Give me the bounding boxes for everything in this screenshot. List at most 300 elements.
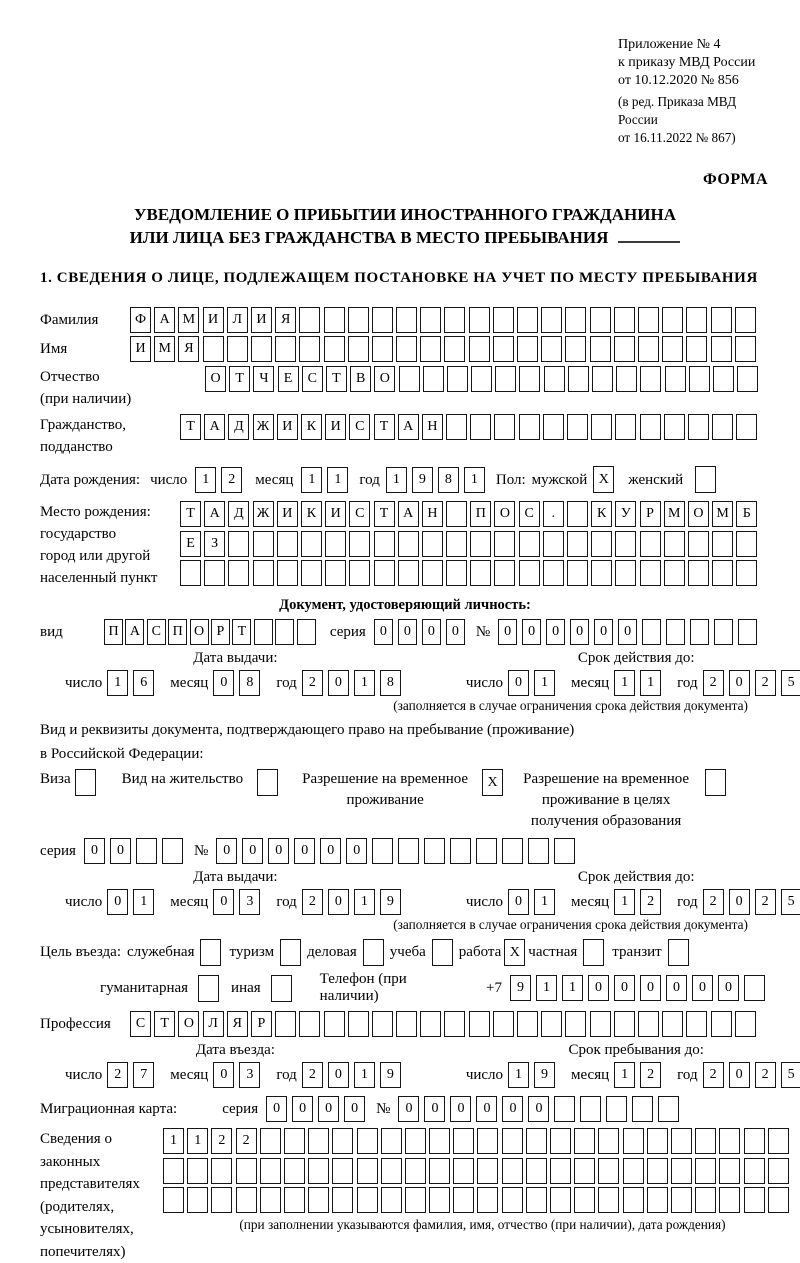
- given-name-char-cell[interactable]: [735, 336, 756, 362]
- residence-number-cell[interactable]: 0: [242, 838, 263, 864]
- birth-place-char-cell[interactable]: [494, 531, 515, 557]
- birth-place-char-cell[interactable]: Т: [374, 501, 395, 527]
- birth-place-char-cell[interactable]: М: [712, 501, 733, 527]
- representatives-char-cell[interactable]: [163, 1187, 184, 1213]
- doc-number-cell[interactable]: 0: [594, 619, 613, 645]
- residence-expiry-year-cell[interactable]: 2: [755, 889, 776, 915]
- doc-number-cell[interactable]: 0: [522, 619, 541, 645]
- surname-char-cell[interactable]: [662, 307, 683, 333]
- representatives-char-cell[interactable]: [598, 1128, 619, 1154]
- birth-place-char-cell[interactable]: [446, 560, 467, 586]
- representatives-char-cell[interactable]: [550, 1158, 571, 1184]
- representatives-char-cell[interactable]: [768, 1187, 789, 1213]
- entry-day-cell[interactable]: 2: [107, 1062, 128, 1088]
- birth-place-char-cell[interactable]: Н: [422, 501, 443, 527]
- representatives-char-cell[interactable]: [719, 1187, 740, 1213]
- birth-place-char-cell[interactable]: [640, 560, 661, 586]
- migration-series-cell[interactable]: 0: [344, 1096, 365, 1122]
- birth-place-char-cell[interactable]: Р: [640, 501, 661, 527]
- expiry-year-cell[interactable]: 2: [703, 670, 724, 696]
- doc-number-cell[interactable]: 0: [570, 619, 589, 645]
- surname-char-cell[interactable]: [565, 307, 586, 333]
- representatives-char-cell[interactable]: [381, 1187, 402, 1213]
- profession-char-cell[interactable]: [469, 1011, 490, 1037]
- representatives-char-cell[interactable]: [381, 1158, 402, 1184]
- birth-place-char-cell[interactable]: С: [519, 501, 540, 527]
- representatives-char-cell[interactable]: [308, 1158, 329, 1184]
- doc-kind-char-cell[interactable]: [254, 619, 273, 645]
- stay-year-cell[interactable]: 2: [755, 1062, 776, 1088]
- migration-series-cell[interactable]: 0: [292, 1096, 313, 1122]
- purpose-business-box[interactable]: [363, 939, 384, 966]
- patronymic-char-cell[interactable]: С: [302, 366, 323, 392]
- representatives-char-cell[interactable]: [284, 1187, 305, 1213]
- birth-place-char-cell[interactable]: О: [494, 501, 515, 527]
- given-name-char-cell[interactable]: [372, 336, 393, 362]
- birth-place-char-cell[interactable]: [228, 560, 249, 586]
- phone-digit-cell[interactable]: 0: [614, 975, 635, 1001]
- given-name-char-cell[interactable]: И: [130, 336, 151, 362]
- given-name-char-cell[interactable]: [541, 336, 562, 362]
- migration-number-cell[interactable]: [632, 1096, 653, 1122]
- birth-year-cell[interactable]: 1: [386, 467, 407, 493]
- residence-issue-year-cell[interactable]: 1: [354, 889, 375, 915]
- surname-char-cell[interactable]: [299, 307, 320, 333]
- issue-month-cell[interactable]: 8: [239, 670, 260, 696]
- birth-place-char-cell[interactable]: [446, 531, 467, 557]
- given-name-char-cell[interactable]: [517, 336, 538, 362]
- migration-number-cell[interactable]: [554, 1096, 575, 1122]
- residence-number-cell[interactable]: [528, 838, 549, 864]
- profession-char-cell[interactable]: Т: [154, 1011, 175, 1037]
- given-name-char-cell[interactable]: [420, 336, 441, 362]
- representatives-char-cell[interactable]: [598, 1187, 619, 1213]
- profession-char-cell[interactable]: [735, 1011, 756, 1037]
- stay-day-cell[interactable]: 9: [534, 1062, 555, 1088]
- doc-series-cell[interactable]: 0: [422, 619, 441, 645]
- residence-number-cell[interactable]: [372, 838, 393, 864]
- issue-day-cell[interactable]: 1: [107, 670, 128, 696]
- citizenship-char-cell[interactable]: [736, 414, 757, 440]
- surname-char-cell[interactable]: [372, 307, 393, 333]
- citizenship-char-cell[interactable]: [615, 414, 636, 440]
- surname-char-cell[interactable]: И: [251, 307, 272, 333]
- representatives-char-cell[interactable]: [647, 1158, 668, 1184]
- entry-year-cell[interactable]: 2: [302, 1062, 323, 1088]
- birth-place-char-cell[interactable]: [688, 560, 709, 586]
- representatives-char-cell[interactable]: [332, 1158, 353, 1184]
- patronymic-char-cell[interactable]: Т: [326, 366, 347, 392]
- profession-char-cell[interactable]: [275, 1011, 296, 1037]
- birth-place-char-cell[interactable]: Т: [180, 501, 201, 527]
- citizenship-char-cell[interactable]: С: [349, 414, 370, 440]
- representatives-char-cell[interactable]: [671, 1158, 692, 1184]
- representatives-char-cell[interactable]: [236, 1187, 257, 1213]
- residence-permit-box[interactable]: [257, 769, 278, 796]
- patronymic-char-cell[interactable]: [544, 366, 565, 392]
- citizenship-char-cell[interactable]: Ж: [253, 414, 274, 440]
- doc-kind-char-cell[interactable]: П: [168, 619, 187, 645]
- patronymic-char-cell[interactable]: Ч: [253, 366, 274, 392]
- profession-char-cell[interactable]: [565, 1011, 586, 1037]
- citizenship-char-cell[interactable]: К: [301, 414, 322, 440]
- surname-char-cell[interactable]: Л: [227, 307, 248, 333]
- sex-male-box[interactable]: X: [593, 466, 614, 493]
- representatives-char-cell[interactable]: [502, 1187, 523, 1213]
- birth-place-char-cell[interactable]: [567, 501, 588, 527]
- representatives-char-cell[interactable]: [187, 1187, 208, 1213]
- birth-place-char-cell[interactable]: [277, 560, 298, 586]
- issue-day-cell[interactable]: 6: [133, 670, 154, 696]
- representatives-char-cell[interactable]: [768, 1158, 789, 1184]
- birth-place-char-cell[interactable]: [712, 531, 733, 557]
- birth-place-char-cell[interactable]: [519, 560, 540, 586]
- citizenship-char-cell[interactable]: [494, 414, 515, 440]
- residence-number-cell[interactable]: [398, 838, 419, 864]
- migration-number-cell[interactable]: 0: [424, 1096, 445, 1122]
- representatives-char-cell[interactable]: [308, 1187, 329, 1213]
- birth-place-char-cell[interactable]: [253, 560, 274, 586]
- residence-series-cell[interactable]: 0: [110, 838, 131, 864]
- stay-year-cell[interactable]: 2: [703, 1062, 724, 1088]
- representatives-char-cell[interactable]: [260, 1128, 281, 1154]
- patronymic-char-cell[interactable]: В: [350, 366, 371, 392]
- representatives-char-cell[interactable]: [453, 1158, 474, 1184]
- doc-number-cell[interactable]: [642, 619, 661, 645]
- citizenship-char-cell[interactable]: Н: [422, 414, 443, 440]
- profession-char-cell[interactable]: [590, 1011, 611, 1037]
- given-name-char-cell[interactable]: [711, 336, 732, 362]
- birth-place-char-cell[interactable]: [301, 531, 322, 557]
- doc-kind-char-cell[interactable]: Т: [232, 619, 251, 645]
- surname-char-cell[interactable]: [735, 307, 756, 333]
- stay-month-cell[interactable]: 1: [614, 1062, 635, 1088]
- representatives-char-cell[interactable]: 1: [187, 1128, 208, 1154]
- representatives-char-cell[interactable]: [260, 1187, 281, 1213]
- residence-expiry-day-cell[interactable]: 0: [508, 889, 529, 915]
- profession-char-cell[interactable]: С: [130, 1011, 151, 1037]
- expiry-year-cell[interactable]: 5: [781, 670, 800, 696]
- birth-place-char-cell[interactable]: А: [204, 501, 225, 527]
- profession-char-cell[interactable]: [420, 1011, 441, 1037]
- residence-number-cell[interactable]: [450, 838, 471, 864]
- representatives-char-cell[interactable]: [647, 1187, 668, 1213]
- representatives-char-cell[interactable]: [526, 1128, 547, 1154]
- expiry-day-cell[interactable]: 0: [508, 670, 529, 696]
- representatives-char-cell[interactable]: 2: [236, 1128, 257, 1154]
- given-name-char-cell[interactable]: [565, 336, 586, 362]
- purpose-humanitarian-box[interactable]: [198, 975, 219, 1002]
- birth-year-cell[interactable]: 8: [438, 467, 459, 493]
- representatives-char-cell[interactable]: [744, 1158, 765, 1184]
- citizenship-char-cell[interactable]: [519, 414, 540, 440]
- representatives-char-cell[interactable]: [502, 1158, 523, 1184]
- purpose-official-box[interactable]: [200, 939, 221, 966]
- profession-char-cell[interactable]: Я: [227, 1011, 248, 1037]
- given-name-char-cell[interactable]: [444, 336, 465, 362]
- stay-month-cell[interactable]: 2: [640, 1062, 661, 1088]
- birth-place-char-cell[interactable]: И: [325, 501, 346, 527]
- residence-issue-year-cell[interactable]: 2: [302, 889, 323, 915]
- birth-place-char-cell[interactable]: [543, 531, 564, 557]
- visa-box[interactable]: [75, 769, 96, 796]
- doc-number-cell[interactable]: 0: [498, 619, 517, 645]
- residence-series-cell[interactable]: [162, 838, 183, 864]
- patronymic-char-cell[interactable]: [495, 366, 516, 392]
- edu-permit-box[interactable]: [705, 769, 726, 796]
- birth-place-char-cell[interactable]: [664, 531, 685, 557]
- birth-place-char-cell[interactable]: [519, 531, 540, 557]
- purpose-tourism-box[interactable]: [280, 939, 301, 966]
- representatives-char-cell[interactable]: [598, 1158, 619, 1184]
- patronymic-char-cell[interactable]: [423, 366, 444, 392]
- surname-char-cell[interactable]: Я: [275, 307, 296, 333]
- citizenship-char-cell[interactable]: А: [398, 414, 419, 440]
- patronymic-char-cell[interactable]: О: [374, 366, 395, 392]
- birth-place-char-cell[interactable]: [664, 560, 685, 586]
- representatives-char-cell[interactable]: [381, 1128, 402, 1154]
- representatives-char-cell[interactable]: [357, 1128, 378, 1154]
- given-name-char-cell[interactable]: [227, 336, 248, 362]
- citizenship-char-cell[interactable]: [470, 414, 491, 440]
- representatives-char-cell[interactable]: [405, 1187, 426, 1213]
- birth-year-cell[interactable]: 9: [412, 467, 433, 493]
- surname-char-cell[interactable]: [324, 307, 345, 333]
- expiry-month-cell[interactable]: 1: [640, 670, 661, 696]
- birth-place-char-cell[interactable]: [422, 560, 443, 586]
- entry-year-cell[interactable]: 9: [380, 1062, 401, 1088]
- expiry-year-cell[interactable]: 0: [729, 670, 750, 696]
- representatives-char-cell[interactable]: 1: [163, 1128, 184, 1154]
- profession-char-cell[interactable]: [348, 1011, 369, 1037]
- expiry-day-cell[interactable]: 1: [534, 670, 555, 696]
- patronymic-char-cell[interactable]: [447, 366, 468, 392]
- given-name-char-cell[interactable]: [275, 336, 296, 362]
- patronymic-char-cell[interactable]: [616, 366, 637, 392]
- doc-number-cell[interactable]: [714, 619, 733, 645]
- residence-issue-day-cell[interactable]: 0: [107, 889, 128, 915]
- doc-kind-char-cell[interactable]: О: [190, 619, 209, 645]
- representatives-char-cell[interactable]: [211, 1158, 232, 1184]
- citizenship-char-cell[interactable]: [688, 414, 709, 440]
- representatives-char-cell[interactable]: [211, 1187, 232, 1213]
- surname-char-cell[interactable]: [614, 307, 635, 333]
- representatives-char-cell[interactable]: [308, 1128, 329, 1154]
- citizenship-char-cell[interactable]: [446, 414, 467, 440]
- birth-place-char-cell[interactable]: [567, 560, 588, 586]
- residence-issue-year-cell[interactable]: 9: [380, 889, 401, 915]
- doc-kind-char-cell[interactable]: [275, 619, 294, 645]
- birth-month-cell[interactable]: 1: [327, 467, 348, 493]
- given-name-char-cell[interactable]: [251, 336, 272, 362]
- profession-char-cell[interactable]: Р: [251, 1011, 272, 1037]
- representatives-char-cell[interactable]: [405, 1158, 426, 1184]
- patronymic-char-cell[interactable]: [471, 366, 492, 392]
- migration-number-cell[interactable]: [658, 1096, 679, 1122]
- residence-expiry-year-cell[interactable]: 0: [729, 889, 750, 915]
- migration-number-cell[interactable]: 0: [502, 1096, 523, 1122]
- citizenship-char-cell[interactable]: [543, 414, 564, 440]
- given-name-char-cell[interactable]: [662, 336, 683, 362]
- profession-char-cell[interactable]: [372, 1011, 393, 1037]
- birth-place-char-cell[interactable]: [470, 560, 491, 586]
- migration-number-cell[interactable]: 0: [450, 1096, 471, 1122]
- profession-char-cell[interactable]: [396, 1011, 417, 1037]
- entry-month-cell[interactable]: 3: [239, 1062, 260, 1088]
- phone-digit-cell[interactable]: 0: [640, 975, 661, 1001]
- birth-place-char-cell[interactable]: [253, 531, 274, 557]
- representatives-char-cell[interactable]: [405, 1128, 426, 1154]
- doc-series-cell[interactable]: 0: [446, 619, 465, 645]
- surname-char-cell[interactable]: [420, 307, 441, 333]
- birth-place-char-cell[interactable]: [736, 531, 757, 557]
- residence-expiry-day-cell[interactable]: 1: [534, 889, 555, 915]
- birth-place-char-cell[interactable]: [374, 560, 395, 586]
- birth-place-char-cell[interactable]: [204, 560, 225, 586]
- purpose-transit-box[interactable]: [668, 939, 689, 966]
- residence-issue-month-cell[interactable]: 3: [239, 889, 260, 915]
- representatives-char-cell[interactable]: [719, 1128, 740, 1154]
- birth-place-char-cell[interactable]: Д: [228, 501, 249, 527]
- citizenship-char-cell[interactable]: А: [204, 414, 225, 440]
- given-name-char-cell[interactable]: Я: [178, 336, 199, 362]
- phone-digit-cell[interactable]: 1: [562, 975, 583, 1001]
- migration-number-cell[interactable]: 0: [398, 1096, 419, 1122]
- birth-day-cell[interactable]: 2: [221, 467, 242, 493]
- representatives-char-cell[interactable]: [477, 1187, 498, 1213]
- surname-char-cell[interactable]: [396, 307, 417, 333]
- residence-expiry-month-cell[interactable]: 2: [640, 889, 661, 915]
- doc-kind-char-cell[interactable]: П: [104, 619, 123, 645]
- expiry-month-cell[interactable]: 1: [614, 670, 635, 696]
- representatives-char-cell[interactable]: [429, 1128, 450, 1154]
- doc-kind-char-cell[interactable]: А: [125, 619, 144, 645]
- migration-series-cell[interactable]: 0: [318, 1096, 339, 1122]
- purpose-work-box[interactable]: X: [504, 939, 525, 966]
- birth-place-char-cell[interactable]: З: [204, 531, 225, 557]
- given-name-char-cell[interactable]: [203, 336, 224, 362]
- birth-place-char-cell[interactable]: [349, 531, 370, 557]
- patronymic-char-cell[interactable]: [689, 366, 710, 392]
- birth-place-char-cell[interactable]: [494, 560, 515, 586]
- surname-char-cell[interactable]: [444, 307, 465, 333]
- representatives-char-cell[interactable]: [477, 1128, 498, 1154]
- birth-place-char-cell[interactable]: [591, 560, 612, 586]
- purpose-private-box[interactable]: [583, 939, 604, 966]
- birth-place-char-cell[interactable]: У: [615, 501, 636, 527]
- given-name-char-cell[interactable]: [493, 336, 514, 362]
- birth-place-char-cell[interactable]: [325, 560, 346, 586]
- representatives-char-cell[interactable]: [768, 1128, 789, 1154]
- representatives-char-cell[interactable]: [502, 1128, 523, 1154]
- representatives-char-cell[interactable]: 2: [211, 1128, 232, 1154]
- migration-series-cell[interactable]: 0: [266, 1096, 287, 1122]
- residence-number-cell[interactable]: 0: [320, 838, 341, 864]
- issue-year-cell[interactable]: 0: [328, 670, 349, 696]
- birth-place-char-cell[interactable]: [736, 560, 757, 586]
- residence-issue-month-cell[interactable]: 0: [213, 889, 234, 915]
- profession-char-cell[interactable]: [444, 1011, 465, 1037]
- birth-place-char-cell[interactable]: Б: [736, 501, 757, 527]
- residence-number-cell[interactable]: [554, 838, 575, 864]
- citizenship-char-cell[interactable]: [640, 414, 661, 440]
- stay-year-cell[interactable]: 5: [781, 1062, 800, 1088]
- profession-char-cell[interactable]: [686, 1011, 707, 1037]
- surname-char-cell[interactable]: [711, 307, 732, 333]
- representatives-char-cell[interactable]: [719, 1158, 740, 1184]
- migration-number-cell[interactable]: 0: [476, 1096, 497, 1122]
- birth-place-char-cell[interactable]: [277, 531, 298, 557]
- citizenship-char-cell[interactable]: [664, 414, 685, 440]
- stay-year-cell[interactable]: 0: [729, 1062, 750, 1088]
- representatives-char-cell[interactable]: [163, 1158, 184, 1184]
- birth-place-char-cell[interactable]: А: [398, 501, 419, 527]
- doc-number-cell[interactable]: [666, 619, 685, 645]
- birth-place-char-cell[interactable]: [615, 560, 636, 586]
- representatives-char-cell[interactable]: [429, 1187, 450, 1213]
- profession-char-cell[interactable]: [324, 1011, 345, 1037]
- doc-number-cell[interactable]: 0: [618, 619, 637, 645]
- citizenship-char-cell[interactable]: Д: [228, 414, 249, 440]
- given-name-char-cell[interactable]: [324, 336, 345, 362]
- representatives-char-cell[interactable]: [695, 1187, 716, 1213]
- representatives-char-cell[interactable]: [453, 1128, 474, 1154]
- representatives-char-cell[interactable]: [332, 1128, 353, 1154]
- birth-place-char-cell[interactable]: [615, 531, 636, 557]
- temp-permit-box[interactable]: X: [482, 769, 503, 796]
- residence-series-cell[interactable]: 0: [84, 838, 105, 864]
- representatives-char-cell[interactable]: [574, 1158, 595, 1184]
- issue-year-cell[interactable]: 1: [354, 670, 375, 696]
- profession-char-cell[interactable]: Л: [203, 1011, 224, 1037]
- profession-char-cell[interactable]: [662, 1011, 683, 1037]
- phone-digit-cell[interactable]: 1: [536, 975, 557, 1001]
- birth-place-char-cell[interactable]: Ж: [253, 501, 274, 527]
- birth-place-char-cell[interactable]: [325, 531, 346, 557]
- patronymic-char-cell[interactable]: [519, 366, 540, 392]
- residence-number-cell[interactable]: 0: [216, 838, 237, 864]
- birth-place-char-cell[interactable]: [349, 560, 370, 586]
- sex-female-box[interactable]: [695, 466, 716, 493]
- representatives-char-cell[interactable]: [526, 1158, 547, 1184]
- citizenship-char-cell[interactable]: Т: [180, 414, 201, 440]
- representatives-char-cell[interactable]: [453, 1187, 474, 1213]
- phone-digit-cell[interactable]: 0: [692, 975, 713, 1001]
- representatives-char-cell[interactable]: [574, 1128, 595, 1154]
- given-name-char-cell[interactable]: [469, 336, 490, 362]
- profession-char-cell[interactable]: [493, 1011, 514, 1037]
- entry-year-cell[interactable]: 0: [328, 1062, 349, 1088]
- birth-place-char-cell[interactable]: [591, 531, 612, 557]
- profession-char-cell[interactable]: [614, 1011, 635, 1037]
- birth-place-char-cell[interactable]: [398, 531, 419, 557]
- birth-place-char-cell[interactable]: [543, 560, 564, 586]
- representatives-char-cell[interactable]: [526, 1187, 547, 1213]
- purpose-study-box[interactable]: [432, 939, 453, 966]
- doc-number-cell[interactable]: [690, 619, 709, 645]
- surname-char-cell[interactable]: И: [203, 307, 224, 333]
- doc-kind-char-cell[interactable]: С: [147, 619, 166, 645]
- representatives-char-cell[interactable]: [671, 1187, 692, 1213]
- migration-number-cell[interactable]: 0: [528, 1096, 549, 1122]
- representatives-char-cell[interactable]: [623, 1128, 644, 1154]
- birth-place-char-cell[interactable]: [301, 560, 322, 586]
- surname-char-cell[interactable]: [517, 307, 538, 333]
- representatives-char-cell[interactable]: [574, 1187, 595, 1213]
- surname-char-cell[interactable]: Ф: [130, 307, 151, 333]
- residence-number-cell[interactable]: [424, 838, 445, 864]
- residence-series-cell[interactable]: [136, 838, 157, 864]
